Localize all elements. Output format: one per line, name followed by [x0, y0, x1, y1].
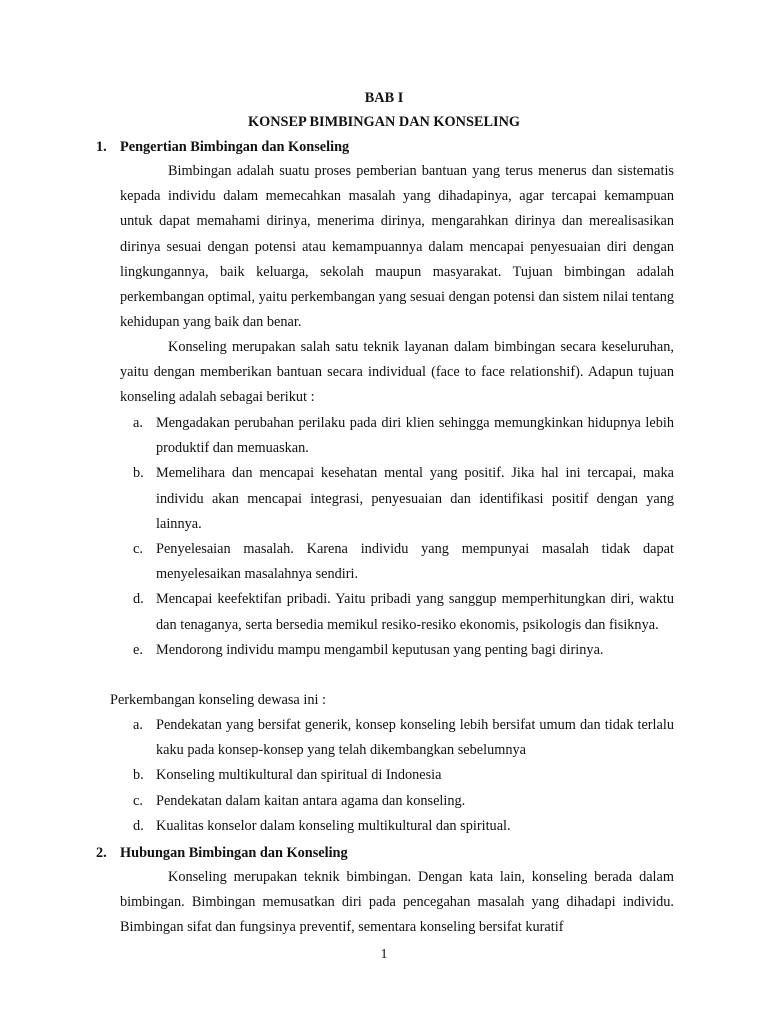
list-item	[120, 638, 674, 663]
list-item	[120, 763, 674, 788]
section1-paragraph-2: Konseling merupakan salah satu teknik layanan dalam bimbingan secara keseluruhan, yaitu dengan memberikan bantuan secara individual (face to face relationshif). Adapun tujuan konseling adalah sebagai berikut :	[120, 339, 674, 406]
list-item	[120, 713, 674, 763]
list-item-text: Mendorong individu mampu mengambil keputusan yang penting bagi dirinya.	[156, 641, 604, 658]
chapter-label: BAB I	[364, 90, 404, 106]
list-marker: c.	[133, 541, 143, 558]
development-intro: Perkembangan konseling dewasa ini :	[110, 692, 326, 708]
list-marker: a.	[133, 717, 143, 733]
list-item-text: Mencapai keefektifan pribadi. Yaitu pribadi yang sanggup memperhitungkan diri, waktu dan tenaganya, serta bersedia memikul resiko-resiko ekonomis, psikologis dan fisiknya.	[156, 591, 674, 633]
list-item-text: Penyelesaian masalah. Karena individu yang mempunyai masalah tidak dapat menyelesaikan masalahnya sendiri.	[156, 541, 674, 583]
list-marker: b.	[133, 465, 144, 482]
list-marker: a.	[133, 415, 143, 431]
section1-heading	[96, 137, 349, 157]
list-item-text: Konseling multikultural dan spiritual di Indonesia	[156, 767, 442, 784]
section2-number: 2.	[96, 845, 107, 861]
page-number: 1	[380, 947, 388, 962]
list-item-text: Memelihara dan mencapai kesehatan mental yang positif. Jika hal ini tercapai, maka individu akan mencapai integrasi, penyesuaian dan identifikasi positif dengan yang lainnya.	[156, 465, 674, 532]
list-marker: d.	[133, 817, 144, 834]
counseling-development-list	[120, 713, 674, 839]
list-item-text: Mengadakan perubahan perilaku pada diri klien sehingga memungkinkan hidupnya lebih produktif dan memuaskan.	[156, 415, 674, 457]
section2-title: Hubungan Bimbingan dan Konseling	[120, 845, 348, 861]
list-item	[120, 461, 674, 537]
list-marker: d.	[133, 591, 144, 608]
chapter-title: KONSEP BIMBINGAN DAN KONSELING	[247, 114, 521, 130]
list-item-text: Pendekatan dalam kaitan antara agama dan konseling.	[156, 792, 466, 809]
list-item-text: Kualitas konselor dalam konseling multikultural dan spiritual.	[156, 817, 511, 834]
list-marker: b.	[133, 767, 144, 784]
section1-title: Pengertian Bimbingan dan Konseling	[120, 139, 350, 155]
list-item	[120, 587, 674, 637]
section2-heading	[96, 843, 348, 863]
section1-paragraph-1: Bimbingan adalah suatu proses pemberian bantuan yang terus menerus dan sistematis kepada individu dalam memecahkan masalah yang dihadapinya, agar tercapai kemampuan untuk dapat memahami dirinya, menerima dirinya, mengarahkan dirinya dan merealisasikan dirinya sesuai dengan potensi atau kemampuannya dalam mencapai penyesuaian diri dengan lingkungannya, baik keluarga, sekolah maupun masyarakat. Tujuan bimbingan adalah perkembangan optimal, yaitu perkembangan yang sesuai dengan potensi dan sistem nilai tentang kehidupan yang baik dan benar.	[120, 163, 674, 331]
list-marker: e.	[133, 641, 143, 658]
counseling-goals-list	[120, 411, 674, 663]
list-item	[120, 814, 674, 839]
list-item-text: Pendekatan yang bersifat generik, konsep konseling lebih bersifat umum dan tidak terlalu kaku pada konsep-konsep yang telah dikembangkan sebelumnya	[156, 717, 674, 759]
list-marker: c.	[133, 792, 143, 809]
section2-paragraph-1: Konseling merupakan teknik bimbingan. Dengan kata lain, konseling berada dalam bimbingan. Bimbingan memusatkan diri pada pencegahan masalah yang dihadapi individu. Bimbingan sifat dan fungsinya preventif, sementara konseling bersifat kuratif	[120, 869, 674, 936]
list-item	[120, 789, 674, 814]
section1-number: 1.	[96, 139, 107, 155]
list-item	[120, 537, 674, 587]
list-item	[120, 411, 674, 461]
